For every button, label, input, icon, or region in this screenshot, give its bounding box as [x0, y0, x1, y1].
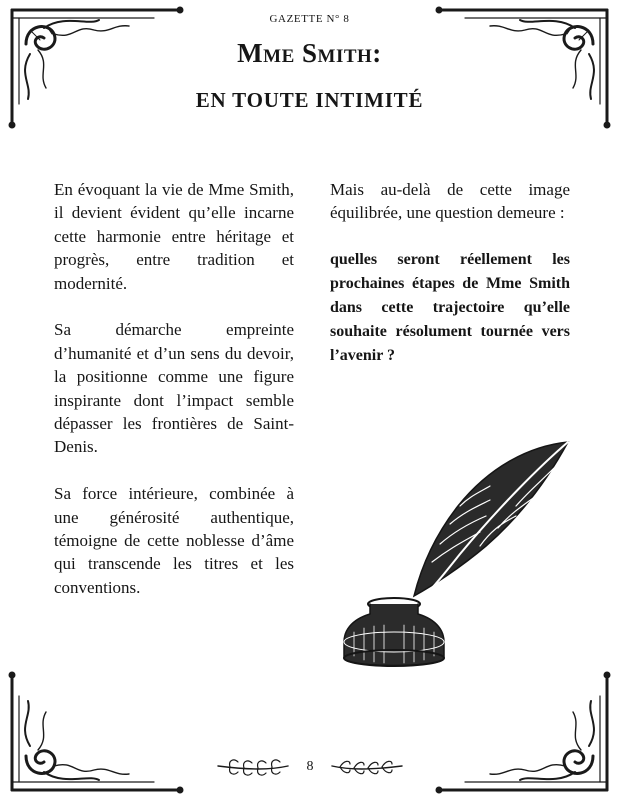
- left-column: [54, 178, 294, 623]
- page-number: 8: [306, 759, 314, 774]
- paragraph: Sa force intérieure, combinée à une générosité authentique, témoigne de cette noblesse d’âme qui transcende les titres et les conventions.: [54, 484, 294, 597]
- paragraph: En évoquant la vie de Mme Smith, il devient évident qu’elle incarne cette harmonie entre héritage et progrès, entre tradition et modernité.: [54, 180, 294, 293]
- page-title: Mme Smith:: [237, 38, 382, 68]
- paragraph-intro: Mais au-delà de cette image équilibrée, une question demeure :: [330, 180, 570, 223]
- page-subtitle: EN TOUTE INTIMITÉ: [195, 88, 424, 112]
- corner-ornament-icon: [4, 671, 184, 796]
- quill-inkwell-icon: [340, 436, 572, 676]
- paragraph: Sa démarche empreinte d’humanité et d’un sens du devoir, la positionne comme une figure inspirante dont l’impact semble dépasser les frontières de Saint-Denis.: [54, 320, 294, 457]
- gazette-issue: GAZETTE N° 8: [269, 13, 350, 25]
- corner-ornament-icon: [435, 671, 615, 796]
- paragraph-question: quelles seront réellement les prochaines étapes de Mme Smith dans cette trajectoire qu’elle souhaite résolument tournée vers l’avenir ?: [330, 251, 570, 365]
- right-column: [330, 178, 570, 392]
